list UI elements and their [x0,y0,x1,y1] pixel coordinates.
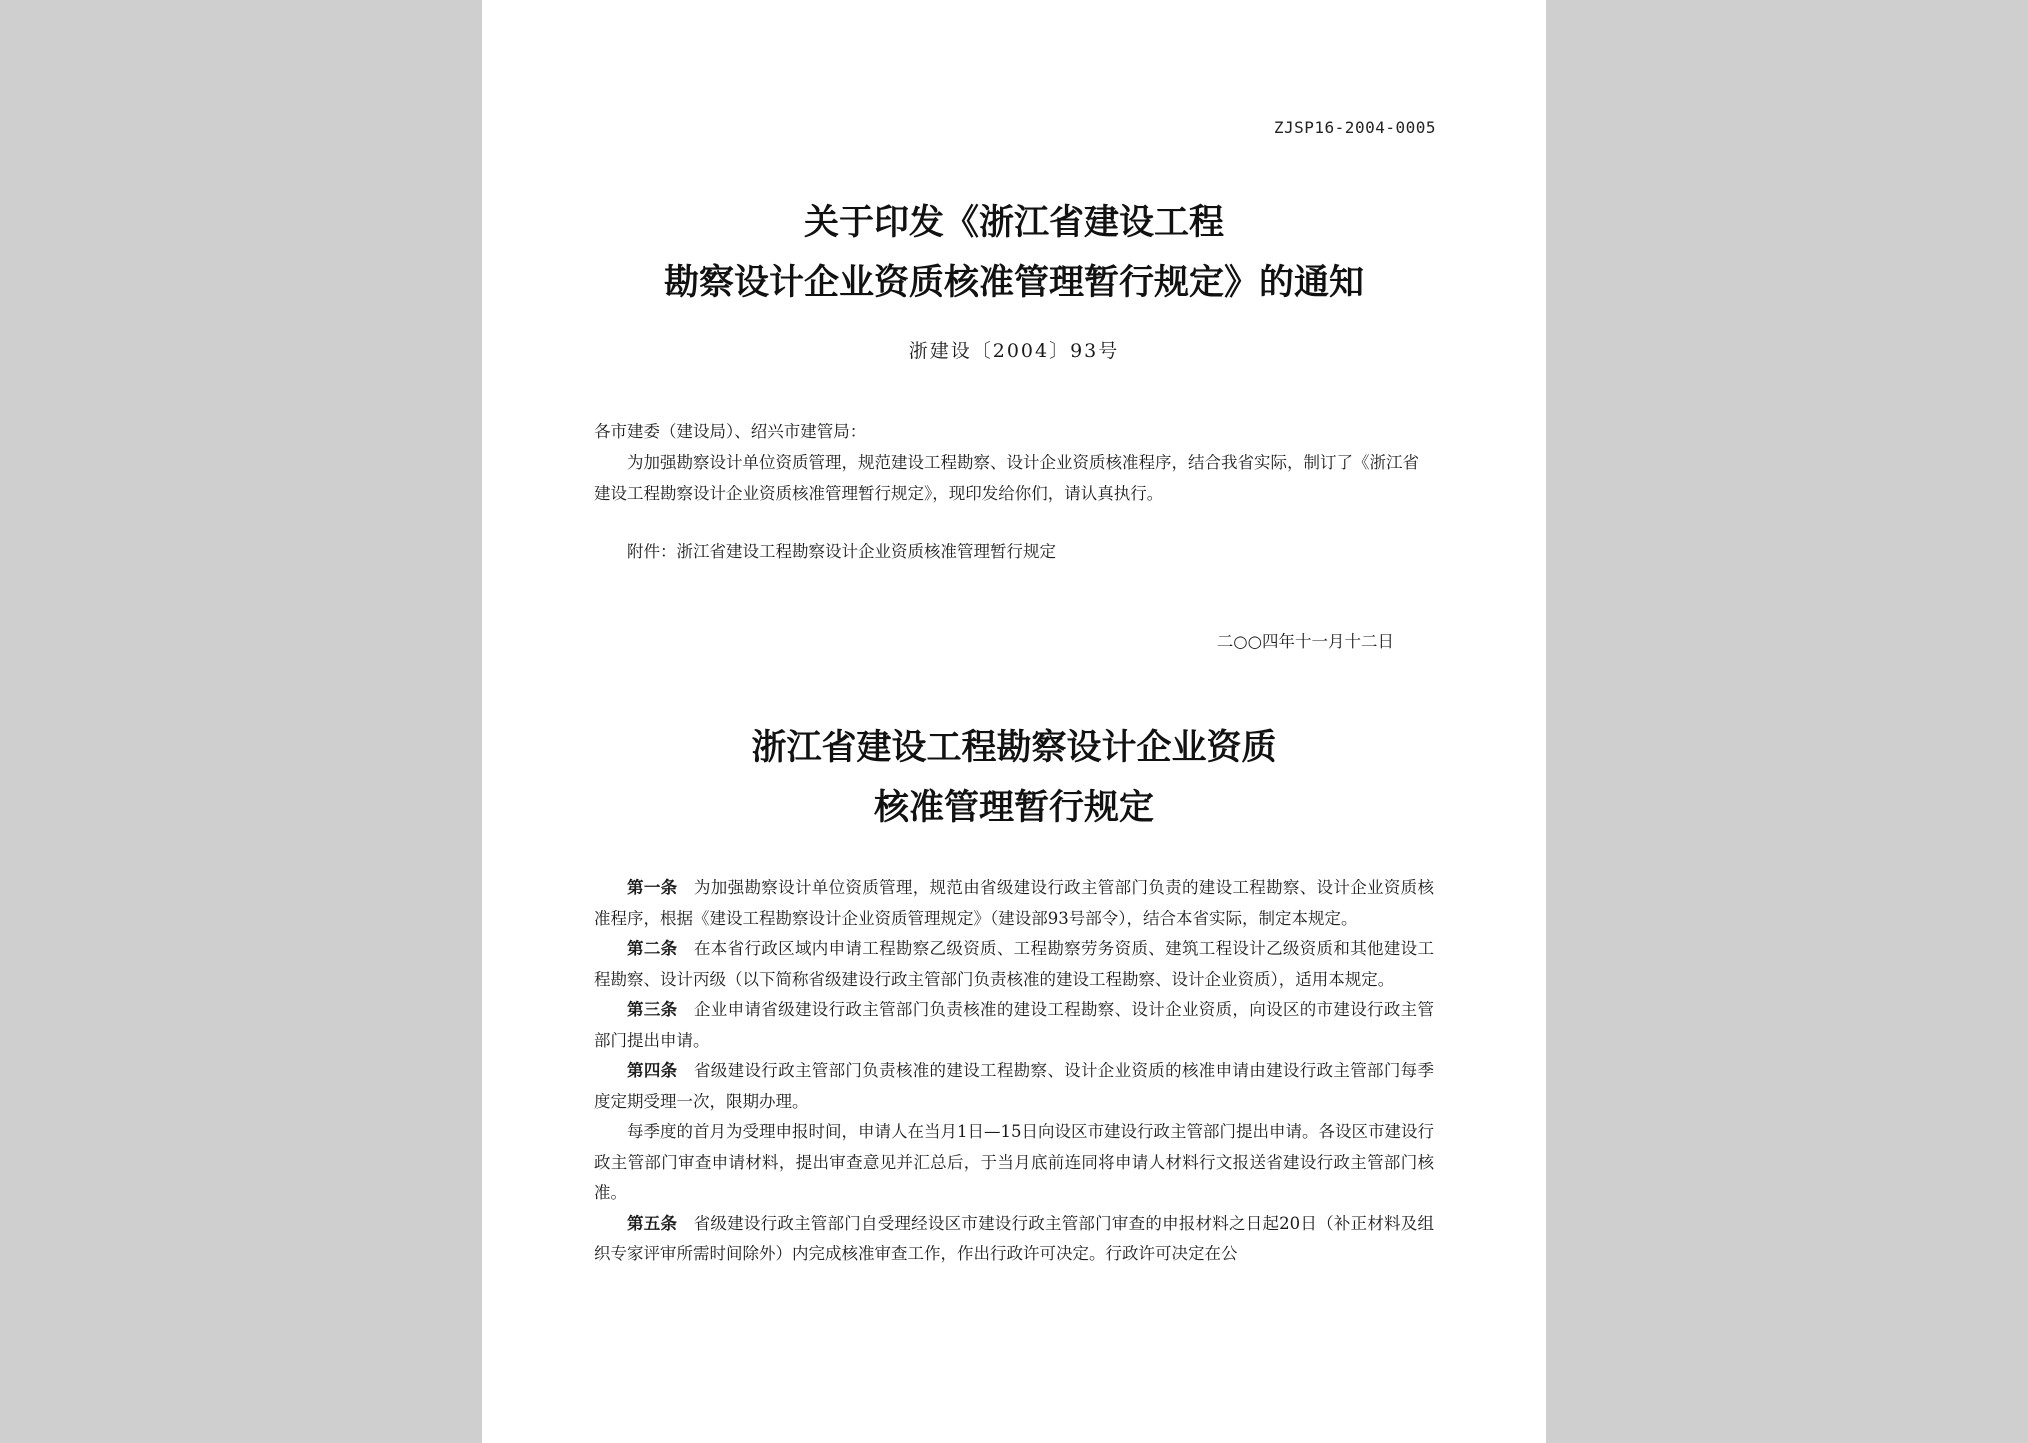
article-text: 在本省行政区域内申请工程勘察乙级资质、工程勘察劳务资质、建筑工程设计乙级资质和其他建设工程勘察、设计丙级（以下简称省级建设行政主管部门负责核准的建设工程勘察、设计企业资质），适用本规定。 [594,939,1435,989]
article-3 [594,995,1434,1056]
notice-title-line-2: 勘察设计企业资质核准管理暂行规定》的通知 [663,262,1364,303]
notice-body [594,416,1434,509]
article-5 [594,1209,1434,1270]
article-4-paragraph-2 [594,1117,1434,1209]
regulation-title [482,718,1546,838]
addressee: 各市建委（建设局）、绍兴市建管局： [594,422,867,441]
notice-title-line-1: 关于印发《浙江省建设工程 [803,202,1224,243]
article-text: 为加强勘察设计单位资质管理，规范由省级建设行政主管部门负责的建设工程勘察、设计企业资质核准程序，根据《建设工程勘察设计企业资质管理规定》（建设部93号部令），结合本省实际，制定本规定。 [594,878,1435,928]
article-label: 第一条 [627,878,678,897]
article-label: 第二条 [627,939,678,958]
regulation-title-line-1: 浙江省建设工程勘察设计企业资质 [751,727,1277,768]
article-4 [594,1056,1434,1117]
intro-paragraph: 为加强勘察设计单位资质管理，规范建设工程勘察、设计企业资质核准程序，结合我省实际，制订了《浙江省建设工程勘察设计企业资质核准管理暂行规定》，现印发给你们，请认真执行。 [594,453,1419,503]
article-2 [594,934,1434,995]
article-list [594,873,1434,1270]
article-text: 企业申请省级建设行政主管部门负责核准的建设工程勘察、设计企业资质，向设区的市建设行政主管部门提出申请。 [594,1000,1435,1050]
article-text: 每季度的首月为受理申报时间，申请人在当月1日—15日向设区市建设行政主管部门提出申请。各设区市建设行政主管部门审查申请材料，提出审查意见并汇总后，于当月底前连同将申请人材料行文报送省建设行政主管部门核准。 [594,1122,1434,1202]
notice-title [482,193,1546,313]
article-text: 省级建设行政主管部门负责核准的建设工程勘察、设计企业资质的核准申请由建设行政主管部门每季度定期受理一次，限期办理。 [594,1061,1435,1111]
regulation-title-line-2: 核准管理暂行规定 [873,787,1154,828]
document-page [482,0,1546,1443]
document-number: 浙建设〔2004〕93号 [908,340,1120,362]
article-label: 第三条 [627,1000,678,1019]
document-code: ZJSP16-2004-0005 [1273,118,1436,137]
attachment-line: 附件：浙江省建设工程勘察设计企业资质核准管理暂行规定 [627,542,1056,561]
article-label: 第四条 [627,1061,678,1080]
issue-date: 二○○四年十一月十二日 [1216,632,1394,651]
article-1 [594,873,1434,934]
article-text: 省级建设行政主管部门自受理经设区市建设行政主管部门审查的申报材料之日起20日（补正材料及组织专家评审所需时间除外）内完成核准审查工作，作出行政许可决定。行政许可决定在公 [594,1213,1434,1263]
article-label: 第五条 [627,1213,678,1233]
